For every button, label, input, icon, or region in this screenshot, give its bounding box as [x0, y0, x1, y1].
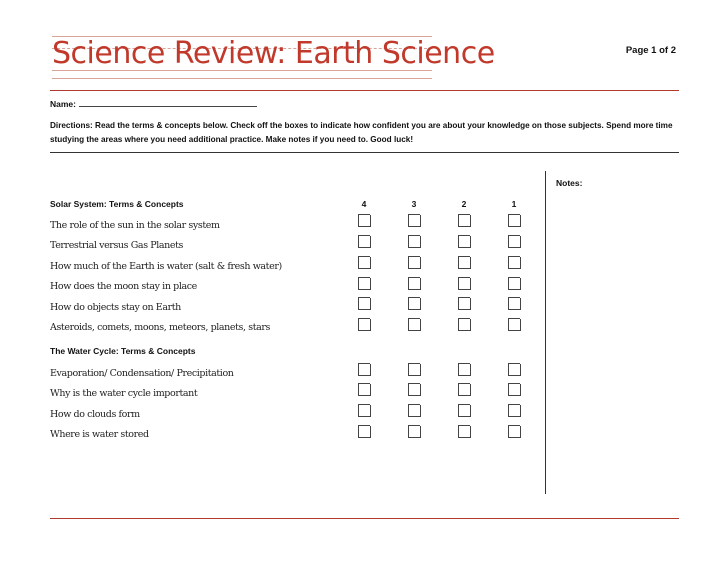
checkbox-1[interactable] — [508, 214, 521, 227]
section-heading-water-cycle: The Water Cycle: Terms & Concepts — [50, 346, 196, 356]
item-label: How does the moon stay in place — [50, 281, 197, 292]
checkbox-2[interactable] — [458, 425, 471, 438]
checkbox-2[interactable] — [458, 256, 471, 269]
item-label: Why is the water cycle important — [50, 388, 198, 399]
checkbox-3[interactable] — [408, 235, 421, 248]
checkbox-1[interactable] — [508, 383, 521, 396]
notes-label: Notes: — [556, 178, 583, 188]
checkbox-3[interactable] — [408, 214, 421, 227]
checkbox-2[interactable] — [458, 214, 471, 227]
directions-divider — [50, 152, 679, 153]
checkbox-4[interactable] — [358, 214, 371, 227]
checkbox-1[interactable] — [508, 425, 521, 438]
handwriting-rule-bottom — [52, 78, 432, 79]
checkbox-2[interactable] — [458, 235, 471, 248]
page-title: Science Review: Earth Science — [52, 36, 495, 71]
checkbox-3[interactable] — [408, 425, 421, 438]
checkbox-4[interactable] — [358, 318, 371, 331]
checkbox-1[interactable] — [508, 235, 521, 248]
checkbox-4[interactable] — [358, 297, 371, 310]
checkbox-2[interactable] — [458, 383, 471, 396]
checkbox-2[interactable] — [458, 277, 471, 290]
checkbox-4[interactable] — [358, 256, 371, 269]
footer-divider — [50, 518, 679, 519]
checkbox-3[interactable] — [408, 256, 421, 269]
name-blank-line[interactable] — [79, 98, 257, 107]
checkbox-4[interactable] — [358, 235, 371, 248]
rating-column-1: 1 — [511, 199, 517, 209]
name-label: Name: — [50, 99, 76, 109]
checkbox-4[interactable] — [358, 363, 371, 376]
item-label: Evaporation/ Condensation/ Precipitation — [50, 368, 234, 379]
item-label: Terrestrial versus Gas Planets — [50, 240, 184, 251]
checkbox-3[interactable] — [408, 318, 421, 331]
name-field — [50, 98, 257, 109]
checkbox-4[interactable] — [358, 277, 371, 290]
item-label: Where is water stored — [50, 429, 149, 440]
checkbox-1[interactable] — [508, 277, 521, 290]
item-label: How do clouds form — [50, 409, 140, 420]
checkbox-1[interactable] — [508, 363, 521, 376]
checkbox-3[interactable] — [408, 277, 421, 290]
checkbox-1[interactable] — [508, 297, 521, 310]
checkbox-2[interactable] — [458, 297, 471, 310]
item-label: The role of the sun in the solar system — [50, 220, 220, 231]
checkbox-3[interactable] — [408, 383, 421, 396]
section-heading-solar-system: Solar System: Terms & Concepts — [50, 199, 184, 209]
checkbox-3[interactable] — [408, 404, 421, 417]
item-label: How do objects stay on Earth — [50, 302, 181, 313]
item-label: Asteroids, comets, moons, meteors, planets, stars — [50, 322, 271, 333]
page-number: Page 1 of 2 — [625, 45, 676, 56]
checkbox-2[interactable] — [458, 363, 471, 376]
checkbox-1[interactable] — [508, 256, 521, 269]
checkbox-1[interactable] — [508, 318, 521, 331]
checkbox-4[interactable] — [358, 383, 371, 396]
rating-column-2: 2 — [461, 199, 467, 209]
rating-column-3: 3 — [411, 199, 417, 209]
title-block — [52, 30, 495, 84]
rating-column-4: 4 — [361, 199, 367, 209]
checkbox-1[interactable] — [508, 404, 521, 417]
checkbox-4[interactable] — [358, 404, 371, 417]
item-label: How much of the Earth is water (salt & fresh water) — [50, 261, 282, 272]
notes-divider — [545, 171, 546, 494]
checkbox-2[interactable] — [458, 404, 471, 417]
checkbox-3[interactable] — [408, 363, 421, 376]
header-divider — [50, 90, 679, 91]
checkbox-2[interactable] — [458, 318, 471, 331]
directions-text: Directions: Read the terms & concepts below. Check off the boxes to indicate how confident you are about your knowledge on those subjects. Spend more time studying the areas where you need additional practice. Make notes if you need to. Good luck! — [50, 121, 673, 144]
checkbox-3[interactable] — [408, 297, 421, 310]
checkbox-4[interactable] — [358, 425, 371, 438]
